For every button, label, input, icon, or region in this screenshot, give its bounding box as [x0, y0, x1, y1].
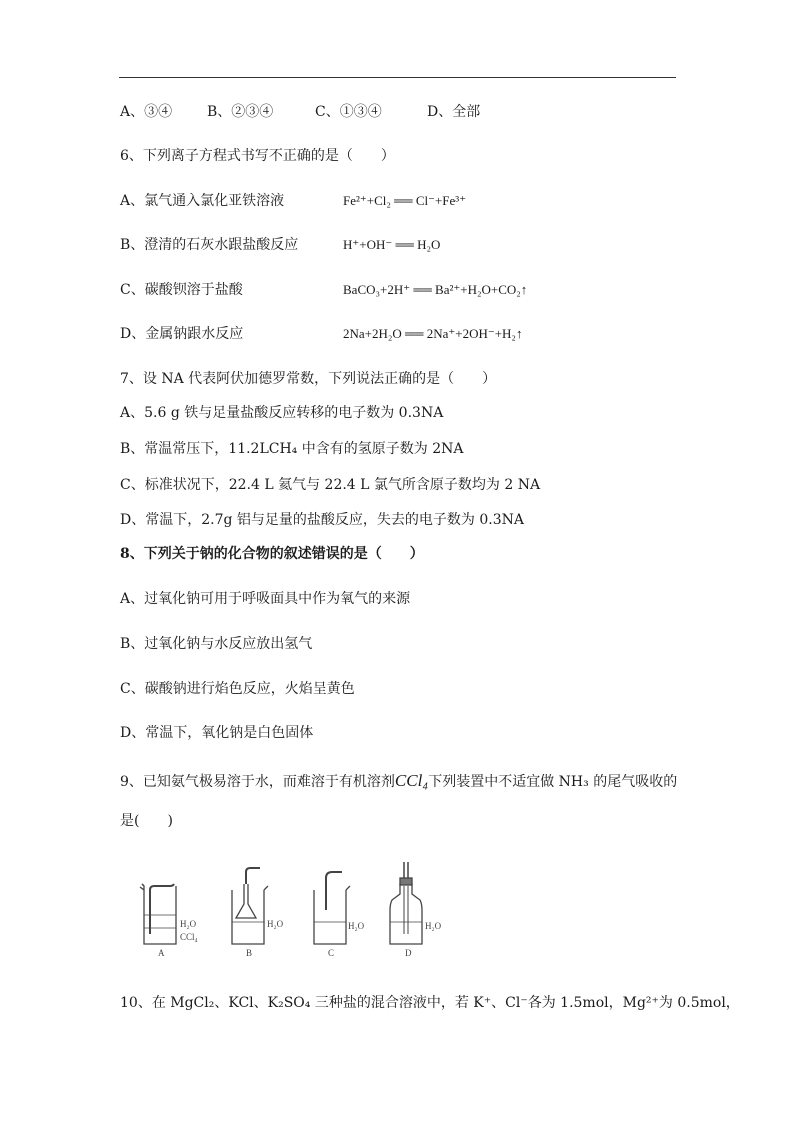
- q5-option-b: B、②③④: [207, 104, 274, 120]
- q5-option-d: D、全部: [427, 104, 481, 120]
- q6-option-d-label: D、金属钠跟水反应: [120, 326, 244, 342]
- apparatus-d-h2o-label: H₂O: [425, 921, 442, 931]
- q5-option-c: C、①③④: [315, 104, 382, 120]
- q9-stem-line2: 是( ): [120, 813, 173, 829]
- apparatus-d: [390, 862, 422, 944]
- q8-option-b: B、过氧化钠与水反应放出氢气: [120, 636, 313, 652]
- q6-option-b-label: B、澄清的石灰水跟盐酸反应: [120, 237, 299, 253]
- q7-option-a: A、5.6 g 铁与足量盐酸反应转移的电子数为 0.3NA: [120, 405, 444, 421]
- q10-stem: 10、在 MgCl₂、KCl、K₂SO₄ 三种盐的混合溶液中，若 K⁺、Cl⁻各为 1.5mol，Mg²⁺为 0.5mol，: [120, 995, 740, 1011]
- apparatus-a-h2o-label: H₂O: [180, 919, 197, 929]
- q6-stem: 6、下列离子方程式书写不正确的是（ ）: [120, 148, 395, 164]
- q6-option-c-label: C、碳酸钡溶于盐酸: [120, 282, 243, 298]
- q8-option-d: D、常温下，氧化钠是白色固体: [120, 725, 314, 741]
- q9-stem-before: 9、已知氨气极易溶于水，而难溶于有机溶剂: [120, 774, 395, 790]
- apparatus-c: [314, 872, 350, 944]
- q7-option-c: C、标准状况下，22.4 L 氦气与 22.4 L 氯气所含原子数均为 2 NA: [120, 477, 541, 493]
- q6-option-a-label: A、氯气通入氯化亚铁溶液: [120, 193, 285, 209]
- apparatus-c-h2o-label: H₂O: [348, 921, 365, 931]
- q9-stem-formula: CCl₄: [394, 771, 429, 790]
- apparatus-c-label: C: [328, 948, 335, 958]
- q5-option-a: A、③④: [120, 104, 173, 120]
- q6-option-c-equation: BaCO₃+2H⁺ ══ Ba²⁺+H₂O+CO₂↑: [343, 282, 528, 297]
- q7-option-b: B、常温常压下，11.2LCH₄ 中含有的氢原子数为 2NA: [120, 441, 464, 457]
- header-rule: [119, 77, 676, 78]
- q8-option-c: C、碳酸钠进行焰色反应，火焰呈黄色: [120, 681, 355, 697]
- q6-option-d-equation: 2Na+2H₂O ══ 2Na⁺+2OH⁻+H₂↑: [343, 326, 523, 341]
- apparatus-a-ccl4-label: CCl₄: [180, 932, 198, 942]
- q9-stem-line1: [120, 771, 677, 792]
- apparatus-b-label: B: [246, 948, 253, 958]
- q8-stem: 8、下列关于钠的化合物的叙述错误的是（ ）: [120, 546, 424, 562]
- apparatus-a-label: A: [158, 948, 165, 958]
- q8-option-a: A、过氧化钠可用于呼吸面具中作为氧气的来源: [120, 591, 411, 607]
- apparatus-b-h2o-label: H₂O: [267, 919, 284, 929]
- q9-stem-after: 下列装置中不适宜做 NH₃ 的尾气吸收的: [428, 774, 678, 790]
- q6-option-b-equation: H⁺+OH⁻ ══ H₂O: [343, 237, 441, 252]
- apparatus-a: [140, 884, 176, 944]
- q7-stem: 7、设 NA 代表阿伏加德罗常数，下列说法正确的是（ ）: [120, 371, 497, 387]
- apparatus-b: [232, 868, 268, 944]
- q9-apparatus-figure: [128, 860, 442, 960]
- q7-option-d: D、常温下，2.7g 铝与足量的盐酸反应，失去的电子数为 0.3NA: [120, 512, 524, 528]
- q6-option-a-equation: Fe²⁺+Cl₂ ══ Cl⁻+Fe³⁺: [343, 193, 467, 208]
- apparatus-d-label: D: [405, 948, 412, 958]
